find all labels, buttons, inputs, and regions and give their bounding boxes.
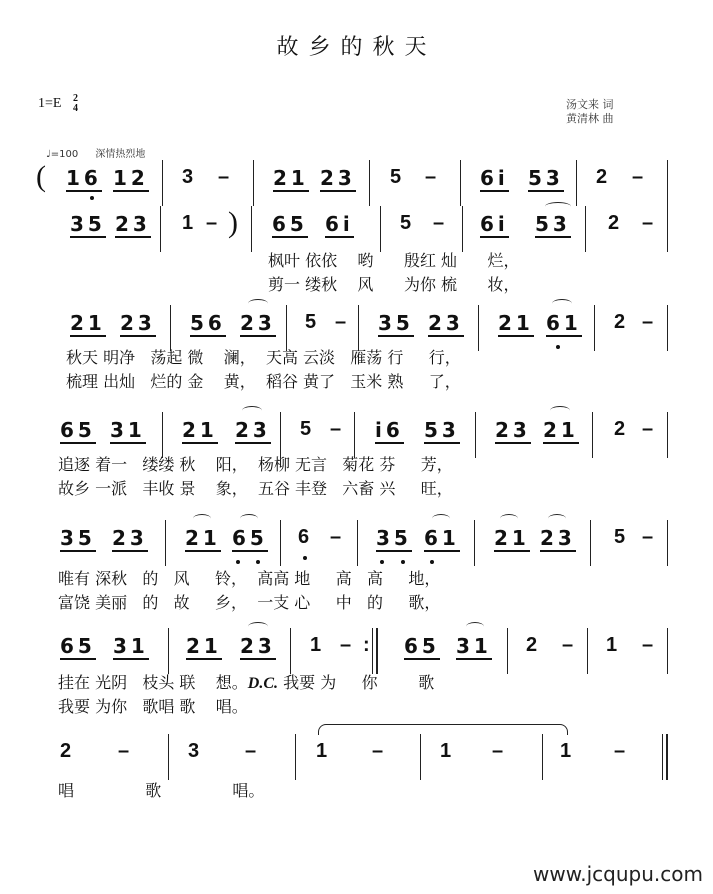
final-barline	[662, 734, 668, 780]
staff-system-7: 2 – 3 – 1 – 1 – 1 – 唱 歌 唱。	[0, 734, 713, 774]
lyrics-verse-2: 剪一 缕秋 风 为你 梳 妆，	[268, 275, 520, 294]
low-octave-dot	[90, 196, 94, 200]
repeat-end-barline	[372, 628, 378, 674]
dc-marking: D.C.	[247, 675, 279, 692]
key-signature	[38, 94, 78, 114]
expression: 深情热烈地	[95, 149, 146, 160]
staff-system-3: 21 23 56 23 5 – 35 23 21 61 2 – 秋天 明净 荡起 微 澜， 天高 云淡 雁荡 行 行， 梳理 出灿 烂的 金 黄， 稻谷 黄了 玉米 熟 了，	[0, 305, 713, 345]
lyrics-verse-2: 我要 为你 歌唱 歌 唱。	[58, 697, 248, 716]
credits	[566, 98, 614, 126]
lyrics-verse-1: 枫叶 依依 哟 殷红 灿 烂，	[268, 251, 520, 270]
watermark: www.jcqupu.com	[533, 862, 703, 886]
staff-system-1: ( 16 12 3 – 21 23 5 – 6i 53 2 –	[0, 160, 713, 200]
lyrics-final: 唱 歌 唱。	[58, 781, 265, 800]
staff-system-6: 65 31 21 23 1 – : 65 31 2 – 1 – 挂在 光阴 枝头 联 想。D.C. 我要 为 你 歌 我要 为你 歌唱 歌 唱。	[0, 628, 713, 668]
composer: 黄清林 曲	[566, 112, 614, 125]
lyrics-verse-1: 追逐 着一 缕缕 秋 阳， 杨柳 无言 菊花 芬 芳，	[58, 455, 453, 474]
lyrics-verse-1: 唯有 深秋 的 风 铃， 高高 地 高 高 地，	[58, 569, 441, 588]
staff-system-2: 35 23 1 – ) 65 6i 5 – 6i 53 2 – 枫叶 依依 哟 殷红 灿 烂， 剪一 缕秋 风 为你 梳 妆，	[0, 206, 713, 246]
tempo-marking	[46, 145, 145, 160]
lyricist: 汤文来 词	[566, 98, 614, 111]
song-title: 故乡的秋天	[276, 35, 437, 60]
time-sig-top: 2	[72, 93, 78, 104]
repeat-paren-open: (	[36, 160, 46, 193]
lyrics-verse-2: 梳理 出灿 烂的 金 黄， 稻谷 黄了 玉米 熟 了，	[66, 372, 461, 391]
key-label: 1=E	[38, 96, 62, 112]
tempo: ♩=100	[46, 149, 79, 160]
repeat-paren-close: )	[228, 206, 238, 239]
lyrics-verse-1: 秋天 明净 荡起 微 澜， 天高 云淡 雁荡 行 行，	[66, 348, 461, 367]
lyrics-verse-2: 故乡 一派 丰收 景 象， 五谷 丰登 六畜 兴 旺，	[58, 479, 453, 498]
time-signature	[73, 94, 78, 114]
time-sig-bottom: 4	[72, 103, 78, 114]
lyrics-verse-1: 挂在 光阴 枝头 联 想。D.C. 我要 为 你 歌	[58, 673, 435, 692]
staff-system-4: 65 31 21 23 5 – i6 53 23 21 2 – 追逐 着一 缕缕 秋 阳， 杨柳 无言 菊花 芬 芳， 故乡 一派 丰收 景 象， 五谷 丰登 六畜 兴 旺，	[0, 412, 713, 452]
staff-system-5: 35 23 21 65 6 – 35 61 21 23 5 – 唯有 深秋 的 风 铃， 高高 地 高 高 地， 富饶 美丽 的 故 乡， 一支 心 中 的 歌，	[0, 520, 713, 560]
lyrics-verse-2: 富饶 美丽 的 故 乡， 一支 心 中 的 歌，	[58, 593, 441, 612]
